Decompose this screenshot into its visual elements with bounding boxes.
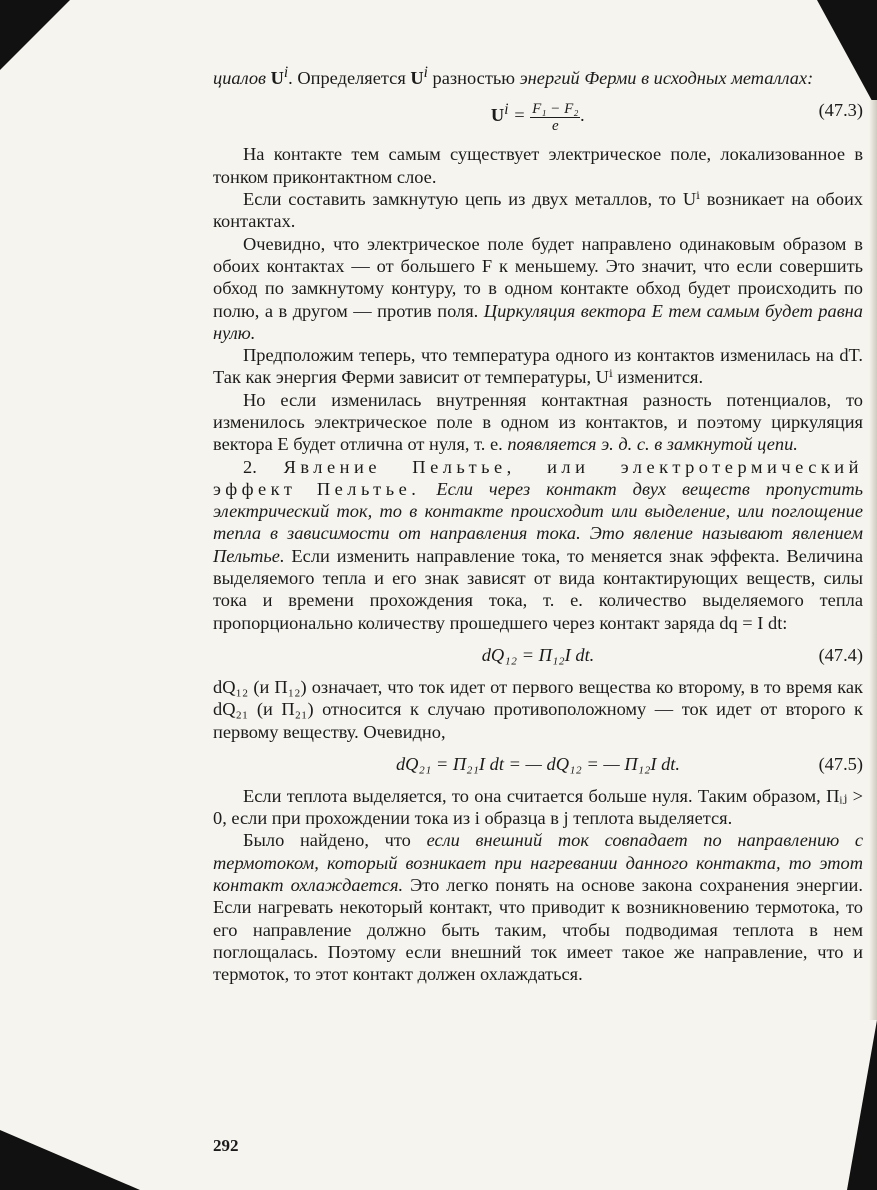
equation-formula: dQ₂₁ = Π₂₁I dt = — dQ₁₂ = — Π₁₂I dt. (395, 753, 681, 774)
fraction-numerator: F₁ − F₂ (532, 100, 579, 117)
section-heading: Явление Пельтье, или электротермический эффект Пельтье. (213, 456, 863, 499)
text-run: Очевидно, что электрическое поле будет направлено одинаковым образом в обоих контактах — от большего F к меньшему. Это значит, что если совершить обход по замкнутому контуру, то в одном контакте обход будет происходить по полю, а в другом — против поля. (213, 233, 863, 321)
paragraph: Если составить замкнутую цепь из двух металлов, то Uⁱ возникает на обоих контактах. (213, 189, 863, 232)
text-run-italic: если внешний ток совпадает по направлению с термотоком, который возникает при нагревании данного контакта, то этот контакт охлаждается. (213, 830, 863, 896)
paragraph: Предположим теперь, что температура одного из контактов изменилась на dT. Так как энергия Ферми зависит от температуры, Uⁱ изменится. (213, 345, 863, 388)
text-run-italic: Циркуляция вектора Е тем самым будет равна нулю. (213, 300, 863, 343)
equation-formula: dQ₁₂ = Π₁₂I dt. (481, 644, 595, 665)
paragraph: На контакте тем самым существует электрическое поле, локализованное в тонком приконтактном слое. (213, 144, 863, 187)
scan-corner-top-left (0, 0, 70, 70)
text-run: циалов (213, 68, 271, 89)
equation-47-5 (213, 747, 863, 781)
scan-corner-bottom-left (0, 1130, 140, 1190)
text-run: Это легко понять на основе закона сохранения энергии. Если нагревать некоторый контакт, что приводит к возникновению термотока, то его направление должно быть таким, чтобы подводимая теплота в нем поглощалась. Поэтому если внешний ток имеет такое же направление, что и термоток, то этот контакт должен охлаждаться. (213, 875, 863, 985)
symbol-u: U (410, 68, 424, 89)
text-run: Если изменить направление тока, то меняется знак эффекта. Величина выделяемого тепла и его знак зависят от вида контактирующих веществ, силы тока и времени прохождения тока, т. е. количество выделяемого тепла пропорционально количеству прошедшего через контакт заряда dq = I dt: (213, 545, 863, 633)
equation-formula: $U^i$ = $\frac{\text{F₁ − F₂}}{e}$ . (490, 100, 586, 134)
paragraph (213, 829, 863, 985)
text-run-italic: появляется э. д. с. в замкнутой цепи. (507, 434, 798, 455)
body-text (213, 62, 863, 986)
superscript-i: i (283, 64, 289, 81)
page-edge-shadow (869, 100, 877, 1020)
paragraph: Если теплота выделяется, то она считается больше нуля. Таким образом, Πᵢⱼ > 0, если при прохождении тока из i образца в j теплота выделяется. (213, 785, 863, 829)
equation-number: (47.3) (818, 100, 863, 121)
text-run: Было найдено, что (243, 830, 427, 851)
text-run: . Определяется (288, 68, 411, 89)
paragraph: dQ₁₂ (и Π₁₂) означает, что ток идет от первого вещества ко второму, в то время как dQ₂₁ (и Π₂₁) относится к случаю противоположному — ток идет от второго к первому веществу. Очевидно, (213, 676, 863, 742)
eq-lhs: U (490, 105, 505, 126)
text-run: разностью (427, 68, 520, 89)
page-number: 292 (213, 1136, 239, 1155)
paragraph (213, 233, 863, 344)
text-run-italic: Если через контакт двух веществ пропустить электрический ток, то в контакте происходит или выделение, или поглощение тепла в зависимости от направления тока. Это явление называют явлением Пельтье. (213, 478, 864, 566)
paragraph (213, 389, 863, 456)
section-number: 2. (243, 456, 284, 477)
text-run: Но если изменилась внутренняя контактная разность потенциалов, то изменилось электрическое поле в одном из контактов, и поэтому циркуляция вектора E будет отлична от нуля, т. е. (213, 389, 863, 455)
superscript-i: i (423, 64, 428, 81)
equation-47-4 (213, 638, 863, 672)
equation-number: (47.5) (818, 753, 863, 774)
symbol-u: U (270, 68, 284, 89)
eq-sup: i (504, 101, 509, 119)
equation-number: (47.4) (818, 644, 863, 665)
paragraph-continuation (213, 62, 863, 89)
fraction-denominator: e (551, 117, 559, 134)
section-paragraph (213, 456, 863, 634)
scan-corner-bottom-right (847, 1020, 877, 1190)
equation-47-3 (213, 93, 863, 134)
text-run-italic: энергий Ферми в исходных металлах: (519, 68, 814, 89)
fraction (530, 101, 580, 134)
